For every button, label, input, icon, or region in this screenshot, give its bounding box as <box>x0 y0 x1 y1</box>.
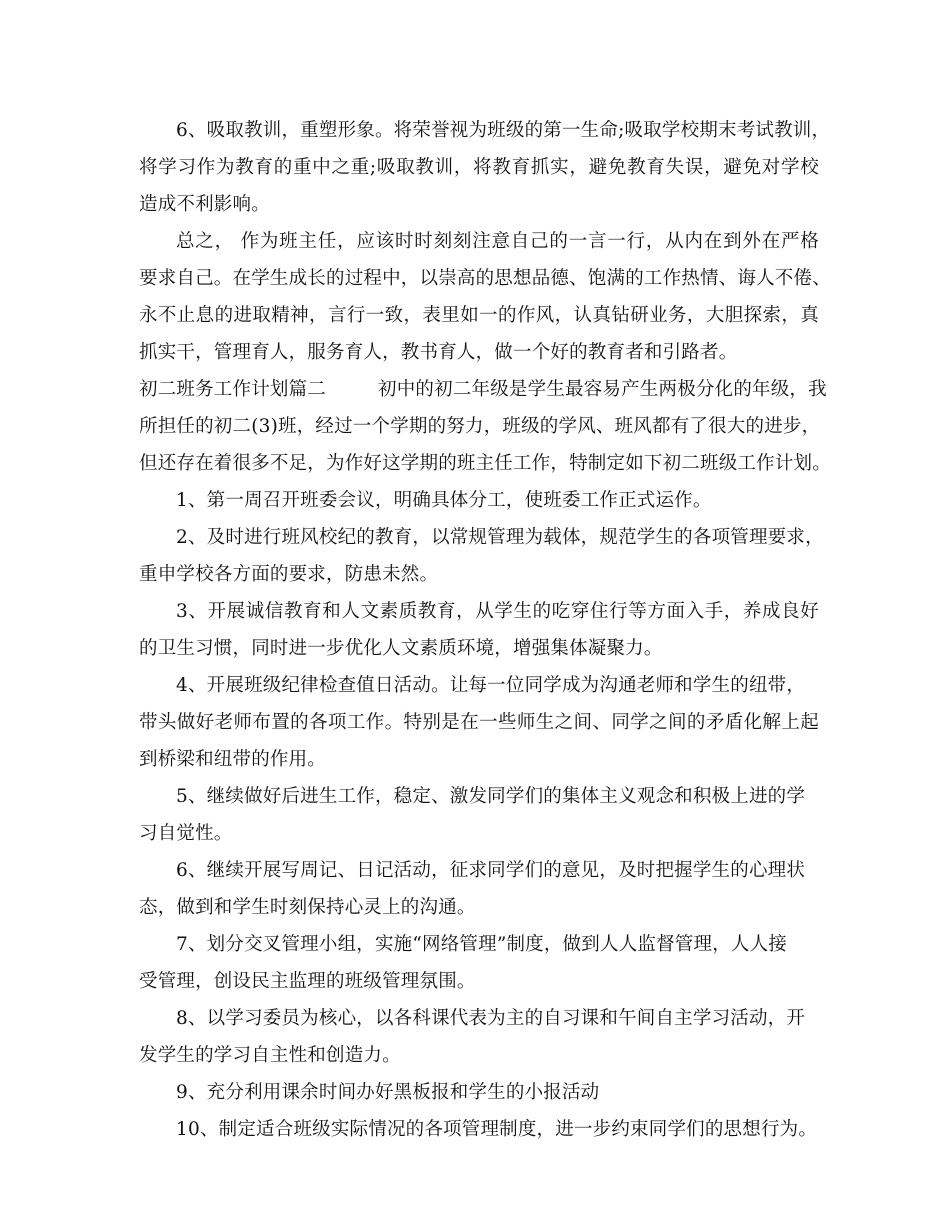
list-item-continuation: 重申学校各方面的要求，防患未然。 <box>139 564 439 585</box>
list-item-continuation: 习自觉性。 <box>139 823 233 844</box>
list-item-continuation: 受管理，创设民主监理的班级管理氛围。 <box>139 971 476 992</box>
list-item: 9、充分利用课余时间办好黑板报和学生的小报活动 <box>176 1082 600 1103</box>
paragraph-line: 但还存在着很多不足，为作好这学期的班主任工作，特制定如下初二班级工作计划。 <box>139 453 831 474</box>
paragraph-line: 抓实干，管理育人，服务育人，教书育人，做一个好的教育者和引路者。 <box>139 342 738 363</box>
list-item: 4、开展班级纪律检查值日活动。让每一位同学成为沟通老师和学生的纽带， <box>176 675 806 696</box>
paragraph-line: 所担任的初二(3)班，经过一个学期的努力，班级的学风、班风都有了很大的进步， <box>139 416 821 437</box>
list-item-continuation: 带头做好老师布置的各项工作。特别是在一些师生之间、同学之间的矛盾化解上起 <box>139 712 819 733</box>
list-item-continuation: 态，做到和学生时刻保持心灵上的沟通。 <box>139 897 476 918</box>
paragraph-line: 永不止息的进取精神，言行一致，表里如一的作风，认真钻研业务，大胆探索，真 <box>139 305 819 326</box>
list-item-continuation: 的卫生习惯，同时进一步优化人文素质环境，增强集体凝聚力。 <box>139 638 663 659</box>
paragraph-line: 要求自己。在学生成长的过程中，以崇高的思想品德、饱满的工作热情、诲人不倦、 <box>139 268 831 289</box>
list-item-continuation: 到桥梁和纽带的作用。 <box>139 749 327 770</box>
list-item-continuation: 发学生的学习自主性和创造力。 <box>139 1045 401 1066</box>
paragraph-text: 初中的初二年级是学生最容易产生两极分化的年级，我 <box>378 379 827 400</box>
list-item: 1、第一周召开班委会议，明确具体分工，使班委工作正式运作。 <box>176 490 712 511</box>
list-item: 3、开展诚信教育和人文素质教育，从学生的吃穿住行等方面入手，养成良好 <box>176 601 819 622</box>
paragraph-line: 总之， 作为班主任，应该时时刻刻注意自己的一言一行，从内在到外在严格 <box>176 231 819 252</box>
paragraph-line: 将学习作为教育的重中之重;吸取教训，将教育抓实，避免教育失误，避免对学校 <box>139 157 819 178</box>
paragraph-line: 造成不利影响。 <box>139 194 270 215</box>
list-item: 2、及时进行班风校纪的教育，以常规管理为载体，规范学生的各项管理要求， <box>176 527 824 548</box>
list-item: 5、继续做好后进生工作，稳定、激发同学们的集体主义观念和积极上进的学 <box>176 786 806 807</box>
section-heading-line <box>139 375 827 405</box>
paragraph-line: 6、吸取教训，重塑形象。将荣誉视为班级的第一生命;吸取学校期末考试教训， <box>176 120 831 141</box>
section-title: 初二班务工作计划篇二 <box>139 379 327 400</box>
list-item: 8、以学习委员为核心，以各科课代表为主的自习课和午间自主学习活动，开 <box>176 1008 806 1029</box>
list-item: 10、制定适合班级实际情况的各项管理制度，进一步约束同学们的思想行为。 <box>176 1119 818 1140</box>
list-item: 7、划分交叉管理小组，实施“网络管理”制度，做到人人监督管理，人人接 <box>176 934 787 955</box>
list-item: 6、继续开展写周记、日记活动，征求同学们的意见，及时把握学生的心理状 <box>176 860 806 881</box>
